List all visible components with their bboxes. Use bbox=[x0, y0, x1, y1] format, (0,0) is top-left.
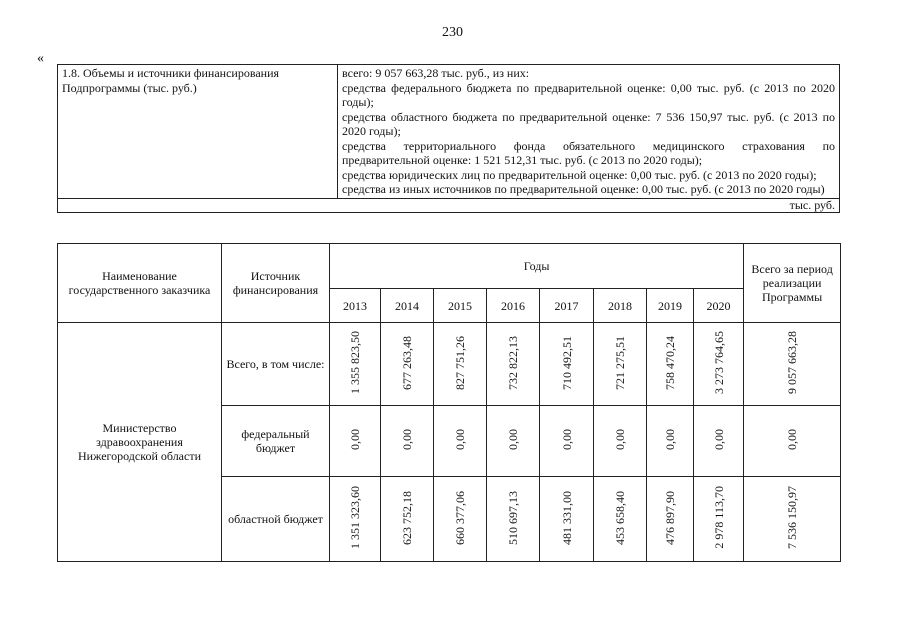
year-header: 2015 bbox=[434, 289, 487, 323]
opening-quote: « bbox=[37, 51, 44, 66]
value-cell bbox=[540, 477, 594, 562]
unit-label: тыс. руб. bbox=[58, 198, 840, 212]
value-cell bbox=[434, 406, 487, 477]
value-text: 710 492,51 bbox=[559, 335, 574, 390]
page-number: 230 bbox=[442, 25, 463, 40]
header-source: Источник финансирования bbox=[222, 244, 330, 323]
passport-line: средства областного бюджета по предварительной оценке: 7 536 150,97 тыс. руб. (с 2013 по 2020 годы); bbox=[342, 109, 835, 138]
value-cell bbox=[381, 323, 434, 406]
year-header: 2014 bbox=[381, 289, 434, 323]
value-text: 2 978 113,70 bbox=[711, 486, 726, 549]
value-cell bbox=[594, 406, 647, 477]
value-text: 0,00 bbox=[348, 429, 362, 450]
value-text: 1 351 323,60 bbox=[348, 486, 362, 549]
value-text: 677 263,48 bbox=[400, 335, 414, 390]
source-label: областной бюджет bbox=[222, 477, 330, 562]
value-text: 0,00 bbox=[711, 429, 726, 450]
unit-row bbox=[58, 198, 840, 212]
value-cell bbox=[487, 477, 540, 562]
value-text: 721 275,51 bbox=[613, 335, 627, 390]
value-text: 0,00 bbox=[400, 429, 414, 450]
table-row bbox=[58, 323, 841, 406]
value-text: 0,00 bbox=[559, 429, 574, 450]
total-cell bbox=[744, 477, 841, 562]
value-text: 732 822,13 bbox=[506, 335, 520, 390]
total-cell bbox=[744, 406, 841, 477]
value-cell bbox=[647, 406, 694, 477]
value-cell bbox=[540, 406, 594, 477]
passport-label: 1.8. Объемы и источники финансирования Подпрограммы (тыс. руб.) bbox=[58, 65, 338, 199]
year-header: 2019 bbox=[647, 289, 694, 323]
passport-line: средства федерального бюджета по предварительной оценке: 0,00 тыс. руб. (с 2013 по 2020 годы); bbox=[342, 80, 835, 109]
value-cell bbox=[434, 477, 487, 562]
customer-name: Министерство здравоохранения Нижегородской области bbox=[58, 323, 222, 562]
value-cell bbox=[434, 323, 487, 406]
passport-text bbox=[338, 65, 840, 199]
header-total: Всего за период реализации Программы bbox=[744, 244, 841, 323]
value-text: 453 658,40 bbox=[613, 490, 627, 545]
year-header: 2013 bbox=[330, 289, 381, 323]
total-text: 9 057 663,28 bbox=[785, 331, 800, 394]
value-text: 0,00 bbox=[613, 429, 627, 450]
value-text: 623 752,18 bbox=[400, 490, 414, 545]
passport-line: всего: 9 057 663,28 тыс. руб., из них: bbox=[342, 66, 530, 80]
header-years: Годы bbox=[330, 244, 744, 289]
value-text: 0,00 bbox=[453, 429, 467, 450]
value-cell bbox=[694, 477, 744, 562]
value-cell bbox=[330, 477, 381, 562]
total-cell bbox=[744, 323, 841, 406]
value-text: 758 470,24 bbox=[663, 335, 677, 390]
value-cell bbox=[330, 323, 381, 406]
source-label: Всего, в том числе: bbox=[222, 323, 330, 406]
financing-table bbox=[57, 243, 841, 562]
total-text: 0,00 bbox=[785, 429, 800, 450]
year-header: 2016 bbox=[487, 289, 540, 323]
value-cell bbox=[487, 406, 540, 477]
year-header: 2018 bbox=[594, 289, 647, 323]
value-text: 3 273 764,65 bbox=[711, 331, 726, 394]
value-text: 827 751,26 bbox=[453, 335, 467, 390]
value-cell bbox=[694, 406, 744, 477]
value-text: 1 355 823,50 bbox=[348, 331, 362, 394]
value-text: 510 697,13 bbox=[506, 490, 520, 545]
passport-line: средства из иных источников по предварительной оценке: 0,00 тыс. руб. (с 2013 по 2020 годы) bbox=[342, 182, 825, 196]
value-cell bbox=[381, 406, 434, 477]
value-text: 481 331,00 bbox=[559, 490, 574, 545]
value-cell bbox=[540, 323, 594, 406]
passport-line: средства юридических лиц по предварительной оценке: 0,00 тыс. руб. (с 2013 по 2020 годы); bbox=[342, 167, 817, 182]
value-cell bbox=[594, 323, 647, 406]
value-cell bbox=[694, 323, 744, 406]
value-text: 0,00 bbox=[663, 429, 677, 450]
value-text: 476 897,90 bbox=[663, 490, 677, 545]
value-cell bbox=[330, 406, 381, 477]
value-cell bbox=[487, 323, 540, 406]
source-label: федеральный бюджет bbox=[222, 406, 330, 477]
year-header: 2020 bbox=[694, 289, 744, 323]
value-text: 660 377,06 bbox=[453, 490, 467, 545]
value-cell bbox=[647, 323, 694, 406]
value-text: 0,00 bbox=[506, 429, 520, 450]
header-row bbox=[58, 244, 841, 289]
value-cell bbox=[647, 477, 694, 562]
passport-table bbox=[57, 64, 840, 213]
total-text: 7 536 150,97 bbox=[785, 486, 800, 549]
year-header: 2017 bbox=[540, 289, 594, 323]
passport-row bbox=[58, 65, 840, 199]
header-customer: Наименование государственного заказчика bbox=[58, 244, 222, 323]
value-cell bbox=[381, 477, 434, 562]
value-cell bbox=[594, 477, 647, 562]
passport-line: средства территориального фонда обязательного медицинского страхования по предварительной оценке: 1 521 512,31 тыс. руб. (с 2013 по 2020 годы); bbox=[342, 138, 835, 167]
